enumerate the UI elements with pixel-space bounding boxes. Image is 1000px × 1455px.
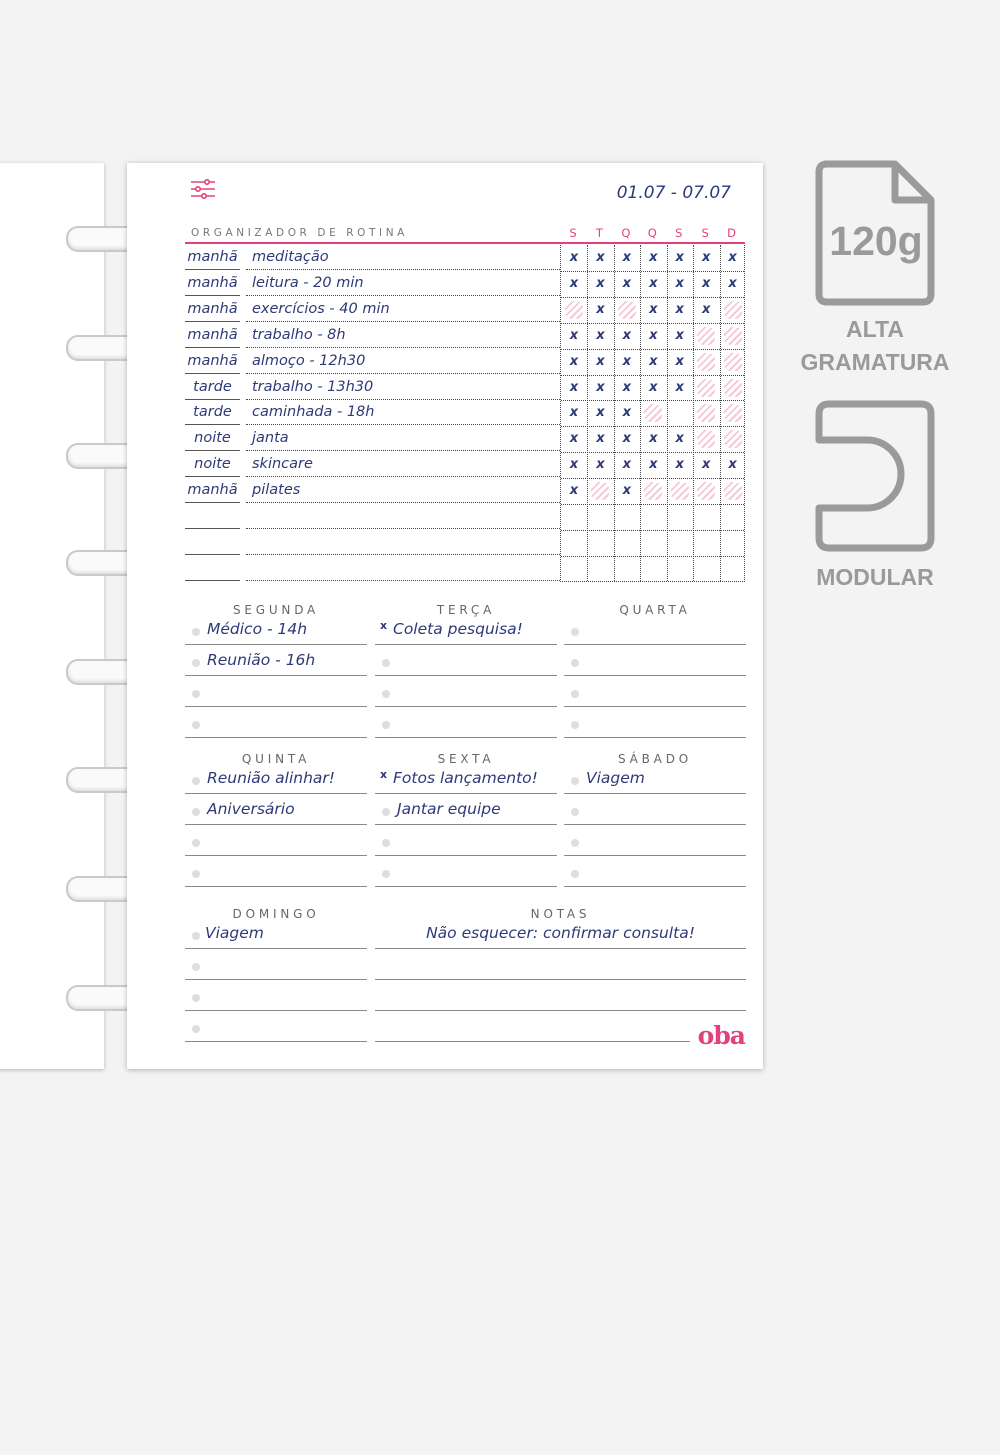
routine-skipped-mark[interactable] xyxy=(644,404,662,422)
routine-check-mark[interactable]: x xyxy=(701,301,711,317)
bullet-point[interactable] xyxy=(571,777,579,785)
routine-task[interactable]: pilates xyxy=(246,478,560,503)
routine-period: tarde xyxy=(185,375,240,400)
weight-label-line2: GRAMATURA xyxy=(800,349,950,375)
done-x-icon: x xyxy=(380,768,388,781)
routine-check-mark[interactable]: x xyxy=(675,250,684,265)
routine-check-mark[interactable]: x xyxy=(701,275,711,291)
section-line xyxy=(375,793,557,794)
section-line xyxy=(185,793,367,794)
bullet-point[interactable] xyxy=(382,870,390,878)
weekday-letter: Q xyxy=(621,226,631,240)
routine-period: noite xyxy=(185,426,240,451)
bullet-point[interactable] xyxy=(382,659,390,667)
bullet-point[interactable] xyxy=(192,963,200,971)
routine-check-mark[interactable]: x xyxy=(649,327,658,343)
weight-label-line1: ALTA xyxy=(846,316,904,342)
routine-skipped-mark[interactable] xyxy=(724,379,742,397)
routine-check-mark[interactable]: x xyxy=(728,250,737,265)
section-line xyxy=(375,1041,690,1042)
routine-skipped-mark[interactable] xyxy=(697,327,715,345)
routine-skipped-mark[interactable] xyxy=(697,379,715,397)
bullet-point[interactable] xyxy=(571,808,579,816)
routine-check-mark[interactable]: x xyxy=(675,457,684,473)
routine-check-mark[interactable]: x xyxy=(701,457,711,473)
section-line xyxy=(185,706,367,707)
section-entry[interactable]: Médico - 14h xyxy=(207,620,308,638)
section-line xyxy=(185,948,367,949)
grid-row-divider xyxy=(561,478,744,479)
routine-check-mark[interactable]: x xyxy=(569,250,579,265)
routine-task[interactable]: exercícios - 40 min xyxy=(246,297,560,322)
routine-skipped-mark[interactable] xyxy=(724,327,742,345)
routine-skipped-mark[interactable] xyxy=(697,482,715,500)
routine-check-mark[interactable]: x xyxy=(728,275,737,291)
bullet-point[interactable] xyxy=(192,994,200,1002)
routine-task[interactable] xyxy=(246,530,560,555)
section-title-notas: NOTAS xyxy=(530,907,591,921)
section-line xyxy=(564,706,746,707)
section-line xyxy=(375,979,746,980)
bullet-point[interactable] xyxy=(192,839,200,847)
routine-skipped-mark[interactable] xyxy=(724,404,742,422)
section-line xyxy=(564,855,746,856)
weekday-letter: S xyxy=(701,226,709,240)
routine-check-mark[interactable]: x xyxy=(649,301,658,317)
section-title-quarta: QUARTA xyxy=(619,603,691,617)
section-line xyxy=(185,855,367,856)
bullet-point[interactable] xyxy=(192,628,200,636)
done-x-icon: x xyxy=(380,619,388,632)
bullet-point[interactable] xyxy=(382,721,390,729)
section-entry[interactable]: Viagem xyxy=(586,769,645,787)
routine-check-mark[interactable]: x xyxy=(596,379,605,395)
routine-check-mark[interactable]: x xyxy=(622,457,632,473)
previous-page xyxy=(0,163,104,1069)
bullet-point[interactable] xyxy=(192,870,200,878)
routine-skipped-mark[interactable] xyxy=(724,482,742,500)
routine-task[interactable]: trabalho - 8h xyxy=(246,323,560,348)
routine-check-mark[interactable]: x xyxy=(675,275,684,291)
routine-task[interactable]: janta xyxy=(246,426,560,451)
routine-check-mark[interactable]: x xyxy=(569,327,579,343)
section-title-domingo: DOMINGO xyxy=(232,907,320,921)
routine-skipped-mark[interactable] xyxy=(671,482,689,500)
routine-period xyxy=(185,530,240,555)
section-line xyxy=(564,644,746,645)
section-entry[interactable]: Reunião - 16h xyxy=(207,651,316,669)
bullet-point[interactable] xyxy=(192,808,200,816)
routine-task[interactable]: trabalho - 13h30 xyxy=(246,375,560,400)
routine-period xyxy=(185,504,240,529)
routine-check-mark[interactable]: x xyxy=(569,405,579,421)
routine-check-mark[interactable]: x xyxy=(622,431,632,447)
grid-row-divider xyxy=(561,504,744,505)
routine-header-line xyxy=(185,242,745,244)
section-title-terca: TERÇA xyxy=(436,603,496,617)
bullet-point[interactable] xyxy=(192,690,200,698)
routine-check-mark[interactable]: x xyxy=(569,483,579,499)
section-title-quinta: QUINTA xyxy=(241,752,311,766)
routine-skipped-mark[interactable] xyxy=(565,301,583,319)
section-entry[interactable]: Fotos lançamento! xyxy=(393,769,538,787)
bullet-point[interactable] xyxy=(571,690,579,698)
routine-check-mark[interactable]: x xyxy=(675,431,684,447)
routine-task[interactable]: skincare xyxy=(246,452,560,477)
weekday-letter: S xyxy=(569,226,577,240)
routine-task[interactable]: caminhada - 18h xyxy=(246,400,560,425)
weekday-letter: S xyxy=(675,226,683,240)
routine-task[interactable]: almoço - 12h30 xyxy=(246,349,560,374)
section-line xyxy=(185,1010,367,1011)
section-entry[interactable]: Coleta pesquisa! xyxy=(393,620,523,638)
routine-check-mark[interactable]: x xyxy=(622,353,632,369)
section-line xyxy=(185,1041,367,1042)
routine-check-mark[interactable]: x xyxy=(596,405,605,421)
routine-period: noite xyxy=(185,452,240,477)
section-line xyxy=(185,979,367,980)
weekday-letter: Q xyxy=(647,226,657,240)
routine-check-mark[interactable]: x xyxy=(569,353,579,369)
routine-skipped-mark[interactable] xyxy=(724,353,742,371)
bullet-point[interactable] xyxy=(571,870,579,878)
routine-period: manhã xyxy=(185,349,240,374)
routine-check-mark[interactable]: x xyxy=(649,353,658,369)
routine-task[interactable] xyxy=(246,556,560,581)
bullet-point[interactable] xyxy=(192,777,200,785)
routine-check-mark[interactable]: x xyxy=(596,250,605,265)
section-entry[interactable]: Não esquecer: confirmar consulta! xyxy=(426,924,695,942)
routine-period: manhã xyxy=(185,323,240,348)
routine-check-mark[interactable]: x xyxy=(701,250,711,265)
routine-task[interactable] xyxy=(246,504,560,529)
routine-check-mark[interactable]: x xyxy=(596,457,605,473)
routine-check-mark[interactable]: x xyxy=(622,405,632,421)
section-line xyxy=(185,644,367,645)
bullet-point[interactable] xyxy=(382,808,390,816)
section-entry[interactable]: Reunião alinhar! xyxy=(207,769,336,787)
routine-period: manhã xyxy=(185,478,240,503)
section-title-sexta: SEXTA xyxy=(437,752,495,766)
routine-skipped-mark[interactable] xyxy=(724,430,742,448)
routine-check-mark[interactable]: x xyxy=(569,457,579,473)
bullet-point[interactable] xyxy=(571,628,579,636)
bullet-point[interactable] xyxy=(192,932,200,940)
routine-skipped-mark[interactable] xyxy=(697,430,715,448)
routine-skipped-mark[interactable] xyxy=(591,482,609,500)
bullet-point[interactable] xyxy=(571,839,579,847)
routine-check-mark[interactable]: x xyxy=(649,457,658,473)
routine-check-mark[interactable]: x xyxy=(622,327,632,343)
brand-logo: oba xyxy=(697,1021,745,1050)
section-line xyxy=(375,675,557,676)
section-line xyxy=(375,948,746,949)
section-line xyxy=(375,886,557,887)
section-line xyxy=(564,737,746,738)
routine-skipped-mark[interactable] xyxy=(697,353,715,371)
section-line xyxy=(375,1010,746,1011)
section-line xyxy=(185,886,367,887)
routine-skipped-mark[interactable] xyxy=(724,301,742,319)
section-line xyxy=(375,824,557,825)
routine-check-mark[interactable]: x xyxy=(622,250,632,265)
section-title-segunda: SEGUNDA xyxy=(232,603,320,617)
bullet-point[interactable] xyxy=(192,1025,200,1033)
routine-check-mark[interactable]: x xyxy=(596,275,605,291)
routine-check-mark[interactable]: x xyxy=(622,483,632,499)
routine-period: manhã xyxy=(185,245,240,270)
routine-check-mark[interactable]: x xyxy=(675,379,684,395)
planner-page xyxy=(127,163,763,1069)
routine-task[interactable]: meditação xyxy=(246,245,560,270)
routine-checkbox-grid xyxy=(560,245,745,582)
bullet-point[interactable] xyxy=(571,659,579,667)
routine-check-mark[interactable]: x xyxy=(569,431,579,447)
routine-check-mark[interactable]: x xyxy=(675,301,684,317)
section-line xyxy=(564,886,746,887)
paper-weight: 120g xyxy=(829,218,923,264)
section-line xyxy=(564,793,746,794)
routine-check-mark[interactable]: x xyxy=(675,353,684,369)
section-line xyxy=(185,824,367,825)
modular-label: MODULAR xyxy=(816,564,934,590)
routine-skipped-mark[interactable] xyxy=(618,301,636,319)
weekday-letter: T xyxy=(595,226,603,240)
routine-task[interactable]: leitura - 20 min xyxy=(246,271,560,296)
section-line xyxy=(375,644,557,645)
routine-check-mark[interactable]: x xyxy=(649,431,658,447)
routine-period: manhã xyxy=(185,297,240,322)
routine-skipped-mark[interactable] xyxy=(697,404,715,422)
routine-check-mark[interactable]: x xyxy=(596,327,605,343)
routine-check-mark[interactable]: x xyxy=(569,379,579,395)
bullet-point[interactable] xyxy=(571,721,579,729)
bullet-point[interactable] xyxy=(192,721,200,729)
grid-row-divider xyxy=(561,556,744,557)
routine-check-mark[interactable]: x xyxy=(675,327,684,343)
routine-period: tarde xyxy=(185,400,240,425)
routine-check-mark[interactable]: x xyxy=(596,301,605,317)
bullet-point[interactable] xyxy=(382,690,390,698)
routine-check-mark[interactable]: x xyxy=(622,379,632,395)
routine-check-mark[interactable]: x xyxy=(728,457,737,473)
routine-check-mark[interactable]: x xyxy=(649,250,658,265)
routine-period: manhã xyxy=(185,271,240,296)
routine-check-mark[interactable]: x xyxy=(596,431,605,447)
routine-period xyxy=(185,556,240,581)
section-line xyxy=(564,675,746,676)
routine-skipped-mark[interactable] xyxy=(644,482,662,500)
bullet-point[interactable] xyxy=(192,659,200,667)
modular-page-icon xyxy=(815,400,937,552)
routine-check-mark[interactable]: x xyxy=(596,353,605,369)
routine-check-mark[interactable]: x xyxy=(649,379,658,395)
routine-check-mark[interactable]: x xyxy=(649,275,658,291)
bullet-point[interactable] xyxy=(382,839,390,847)
section-line xyxy=(185,675,367,676)
date-range: 01.07 - 07.07 xyxy=(616,183,731,203)
section-line xyxy=(375,706,557,707)
section-line xyxy=(185,737,367,738)
routine-title: ORGANIZADOR DE ROTINA xyxy=(191,227,408,239)
routine-check-mark[interactable]: x xyxy=(569,275,579,291)
section-entry[interactable]: Viagem xyxy=(205,924,264,942)
weekday-letter: D xyxy=(727,226,736,240)
section-entry[interactable]: Jantar equipe xyxy=(397,800,501,818)
grid-row-divider xyxy=(561,530,744,531)
section-line xyxy=(375,737,557,738)
section-line xyxy=(564,824,746,825)
section-title-sabado: SÁBADO xyxy=(618,752,692,766)
routine-check-mark[interactable]: x xyxy=(622,275,632,291)
sliders-icon xyxy=(191,179,215,199)
section-entry[interactable]: Aniversário xyxy=(207,800,295,818)
section-line xyxy=(375,855,557,856)
